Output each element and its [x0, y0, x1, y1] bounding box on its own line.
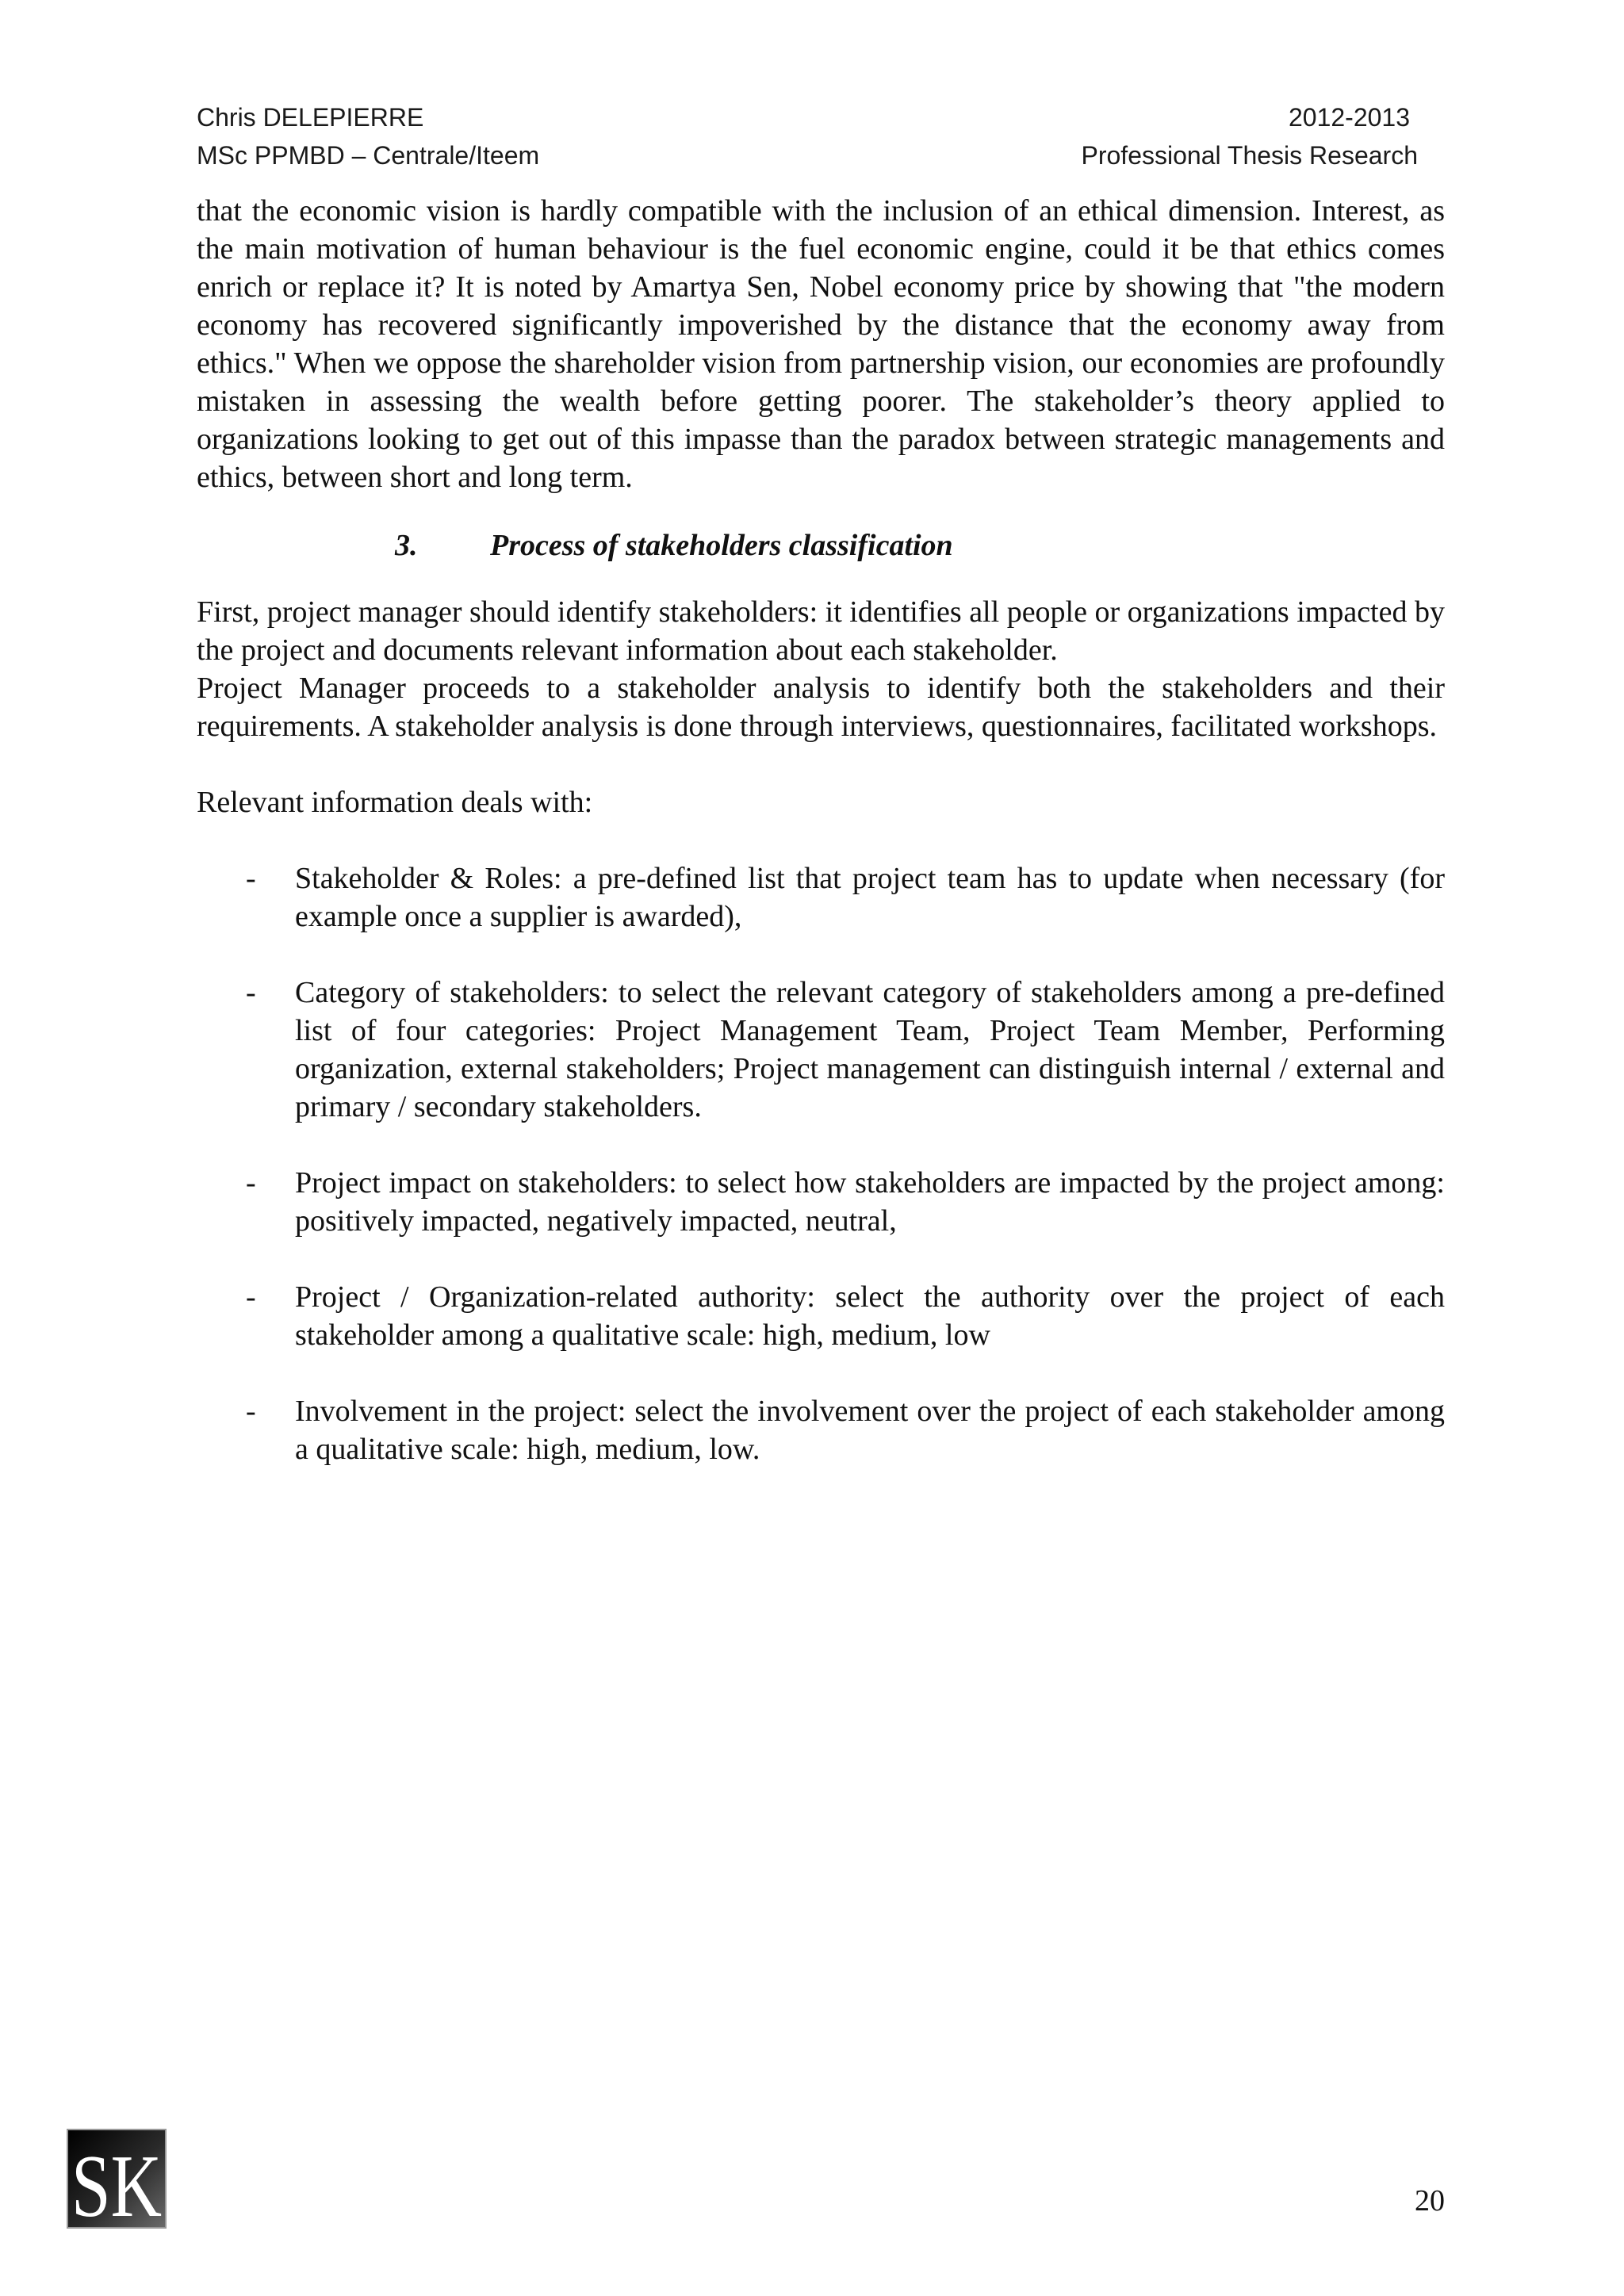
header-row-top: [197, 98, 1418, 136]
bullet-dash: -: [246, 1166, 256, 1200]
list-item-text: Category of stakeholders: to select the relevant category of stakeholders among a pre-defined list of four categories: Project Management Team, Project Team Member, Performing organization, external stakeholders; Project management can distinguish internal / external and primary / secondary stakeholders.: [295, 976, 1445, 1123]
header-year: 2012-2013: [1288, 103, 1410, 132]
list-item: [197, 859, 1445, 936]
list-item: [197, 1392, 1445, 1468]
paragraph-identify: First, project manager should identify stakeholders: it identifies all people or organizations impacted by the project and documents relevant information about each stakeholder.: [197, 595, 1445, 667]
paragraph-gap: [197, 821, 1445, 859]
header-program: MSc PPMBD – Centrale/Iteem: [197, 141, 540, 170]
bullet-dash: -: [246, 1395, 256, 1428]
list-item-text: Involvement in the project: select the involvement over the project of each stakeholder among a qualitative scale: high, medium, low.: [295, 1395, 1445, 1466]
list-item: [197, 1164, 1445, 1240]
relevant-info-list: [197, 859, 1445, 1468]
sk-monogram-icon: [68, 2130, 165, 2236]
bullet-dash: -: [246, 976, 256, 1009]
page-number: 20: [1415, 2184, 1445, 2218]
section-number: 3.: [395, 529, 418, 562]
intro-paragraph: that the economic vision is hardly compatible with the inclusion of an ethical dimension. Interest, as the main motivation of human behaviour is the fuel economic engine, could it be that ethics comes enrich or replace it? It is noted by Amartya Sen, Nobel economy price by showing that "the modern economy has recovered significantly impoverished by the distance that the economy away from ethics." When we oppose the shareholder vision from partnership vision, our economies are profoundly mistaken in assessing the wealth before getting poorer. The stakeholder’s theory applied to organizations looking to get out of this impasse than the paradox between strategic managements and ethics, between short and long term.: [197, 194, 1445, 494]
bullet-dash: -: [246, 862, 256, 895]
paragraph-analysis: Project Manager proceeds to a stakeholder analysis to identify both the stakeholders and their requirements. A stakeholder analysis is done through interviews, questionnaires, facilitated workshops.: [197, 672, 1445, 743]
list-item-text: Project / Organization-related authority: select the authority over the project of each stakeholder among a qualitative scale: high, medium, low: [295, 1280, 1445, 1352]
header-row-bottom: [197, 136, 1418, 174]
relevant-info-intro: Relevant information deals with:: [197, 786, 593, 819]
list-item: [197, 974, 1445, 1126]
sk-logo-icon: [67, 2129, 167, 2236]
logo-lettering: SK: [71, 2137, 162, 2236]
header-author: Chris DELEPIERRE: [197, 103, 424, 132]
page-header: [197, 98, 1418, 174]
list-item: [197, 1278, 1445, 1354]
section-title: Process of stakeholders classification: [490, 529, 953, 562]
list-item-text: Project impact on stakeholders: to select how stakeholders are impacted by the project among: positively impacted, negatively impacted, neutral,: [295, 1166, 1445, 1238]
list-item-text: Stakeholder & Roles: a pre-defined list that project team has to update when necessary (for example once a supplier is awarded),: [295, 862, 1445, 933]
section-heading: [395, 526, 1445, 564]
bullet-dash: -: [246, 1280, 256, 1314]
paragraph-gap: [197, 745, 1445, 783]
page-body: [197, 192, 1445, 1506]
header-doc-type: Professional Thesis Research: [1081, 141, 1418, 170]
